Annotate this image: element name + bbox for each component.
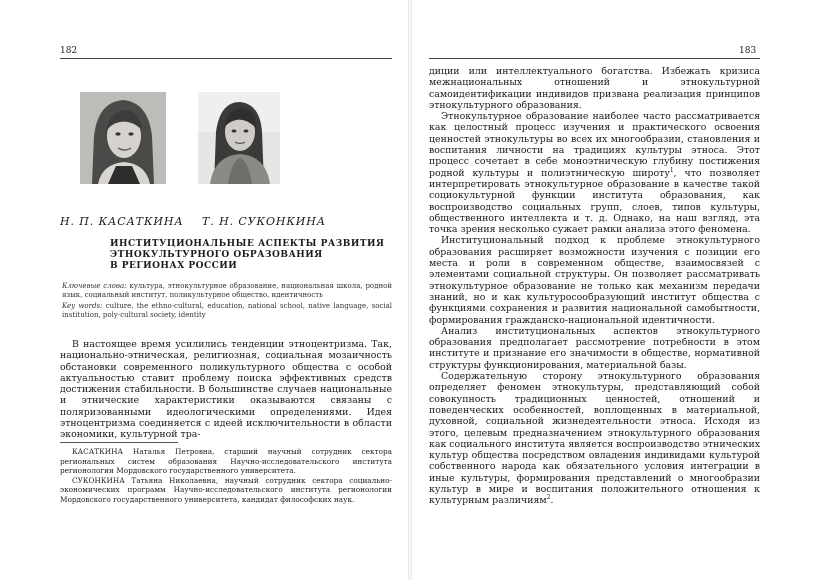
body-paragraph — [429, 371, 760, 507]
body-text-run: Этнокультурное образование наиболее часто рассматривается как целостный процесс изучения и практического освоения ценностей этнокультуры во всех их многообразии, становления и воспитания личности на традициях культуры этноса. Этот процесс сочетает в себе моноэтническую глубину постижения родной культуры и полиэтническую широту — [429, 111, 760, 179]
keywords-english-label: Key words: — [62, 301, 103, 310]
keywords-block — [62, 282, 392, 321]
body-paragraph: диции или интеллектуального богатства. Избежать кризиса межнациональных отношений и этнокультурной самоидентификации индивидов призвана реализация принципов этнокультурного образования. — [429, 66, 760, 111]
title-line: ЭТНОКУЛЬТУРНОГО ОБРАЗОВАНИЯ — [110, 250, 323, 260]
body-text-run: Содержательную сторону этнокультурного образования определяет феномен этнокультуры, представляющий собой совокупность традиционных ценностей, отношений и поведенческих особенностей, воплощенных в материальной, духовной, социальной жизнедеятельности этноса. Исходя из этого, целевым предназначением этнокультурного образования как социального института является воспроизводство этнических культур общества посредством овладения индивидами культурой собственного народа как обязательного условия интеграции в иные культуры, формирования представлений о многообразии культур в мире и воспитания положительного отношения к культурным различиям — [429, 371, 760, 507]
author-name: Т. Н. СУКОНКИНА — [202, 215, 326, 228]
footnote-rule — [60, 442, 178, 443]
body-text-run: . — [550, 495, 554, 507]
article-body-left — [60, 339, 392, 441]
body-paragraph: Институциональный подход к проблеме этнокультурного образования расширяет возможности изучения с позиции его места и роли в современном обществе, взаимосвязей с элементами социальной структуры. Он позволяет рассматривать этнокультурное образование не только как механизм передачи знаний, но и как культуросообразующий институт общества с функциями сохранения и развития национальной самобытности, формирования гражданско-национальной идентичности. — [429, 235, 760, 326]
author-footnotes — [60, 447, 392, 505]
author-photo-sukonkina — [198, 92, 280, 184]
header-rule-left — [60, 58, 392, 59]
header-rule-right — [429, 58, 760, 59]
article-authors — [60, 215, 392, 228]
keywords-russian-label: Ключевые слова: — [62, 282, 127, 290]
keywords-russian — [62, 282, 392, 301]
footnote-kasatkina: КАСАТКИНА Наталья Петровна, старший научный сотрудник сектора региональных систем образования Научно-исследовательского института регионологии Мордовского государственного университета. — [60, 447, 392, 476]
keywords-russian-text: культура, этнокультурное образование, национальная школа, родной язык, социальный институт, поликультурное общество, идентичность — [62, 282, 392, 300]
footnote-marker: 2 — [546, 494, 551, 502]
title-line: ИНСТИТУЦИОНАЛЬНЫЕ АСПЕКТЫ РАЗВИТИЯ — [110, 239, 385, 249]
page-number-right: 183 — [739, 46, 757, 56]
footnote-sukonkina: СУКОНКИНА Татьяна Николаевна, научный сотрудник сектора социально-экономических программ Научно-исследовательского института регионологии Мордовского государственного университета, кандидат философских наук. — [60, 475, 392, 504]
article-body-right — [429, 66, 760, 507]
body-paragraph: В настоящее время усилились тенденции этноцентризма. Так, национально-этническая, религиозная, социальная мозаичность обстановки современного поликультурного общества с особой актуальностью ставит проблему поиска эффективных средств достижения стабильности. В большинстве случаев национальные и этнические характеристики оказываются связаны с поляризованными идеологическими определениями. Идея этноцентризма соединяется с идеей исключительности в области экономики, культурной тра- — [60, 339, 392, 441]
title-line: В РЕГИОНАХ РОССИИ — [110, 261, 238, 271]
body-paragraph — [429, 111, 760, 235]
author-photo-kasatkina — [80, 92, 166, 184]
article-title — [110, 239, 400, 272]
body-paragraph: Анализ институциональных аспектов этнокультурного образования предполагает рассмотрение потребности в этом институте и признание его значимости в обществе, нормативной структуры функционирования, материальной базы. — [429, 325, 760, 371]
book-gutter — [408, 0, 412, 580]
footnote-marker: 1 — [669, 166, 674, 174]
page-number-left: 182 — [60, 46, 78, 56]
keywords-english-text: culture, the ethno-cultural, education, national school, native language, social institution, poly-cultural society, identity — [62, 301, 392, 320]
author-name: Н. П. КАСАТКИНА — [60, 215, 184, 228]
keywords-english — [62, 302, 392, 321]
body-text-run: , что позволяет интерпретировать этнокультурное образование в качестве такой социокультурной функции института образования, как воспроизводство социальных групп, слоев, типов культуры, общественного интеллекта и т. д. Однако, на наш взгляд, эта точка зрения несколько сужает рамки анализа этого феномена. — [429, 167, 760, 236]
